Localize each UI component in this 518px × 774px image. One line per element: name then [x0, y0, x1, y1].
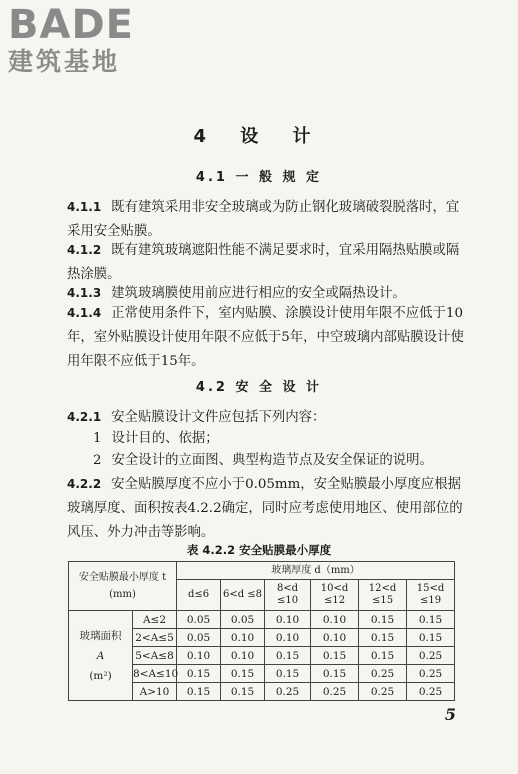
table-cell: 0.15	[311, 647, 359, 665]
table-cell: 0.15	[359, 647, 407, 665]
publisher-logo	[8, 4, 158, 76]
row-header: A>10	[133, 683, 177, 701]
row-header: 5<A≤8	[133, 647, 177, 665]
clause-text: 既有建筑采用非安全玻璃或为防止钢化玻璃破裂脱落时，宜采用安全贴膜。	[67, 200, 460, 239]
table-corner-header	[69, 562, 177, 611]
table-cell: 0.25	[407, 647, 455, 665]
clause-text: 安全贴膜厚度不应小于0.05mm，安全贴膜最小厚度应根据玻璃厚度、面积按表4.2.2确定，同时应考虑使用地区、使用部位的风压、外力冲击等影响。	[67, 477, 463, 540]
column-header: 6<d ≤8	[221, 580, 265, 611]
table-cell: 0.25	[359, 683, 407, 701]
table-cell: 0.25	[407, 665, 455, 683]
table-cell: 0.15	[177, 683, 221, 701]
row-header: 2<A≤5	[133, 629, 177, 647]
list-item-number: 2	[93, 453, 102, 468]
table-cell: 0.05	[177, 611, 221, 629]
table-cell: 0.10	[221, 647, 265, 665]
min-thickness-table	[68, 561, 455, 701]
logo-wordmark: BADE	[8, 2, 134, 48]
area-header	[69, 611, 133, 701]
table-row	[69, 611, 455, 629]
clause-number: 4.2.1	[67, 410, 102, 424]
table-cell: 0.05	[221, 611, 265, 629]
row-header: 8<A≤10	[133, 665, 177, 683]
clause-number: 4.1.1	[67, 200, 102, 214]
table-cell: 0.15	[311, 665, 359, 683]
table-cell: 0.10	[311, 611, 359, 629]
table-cell: 0.10	[311, 629, 359, 647]
list-item	[67, 449, 469, 473]
table-cell: 0.10	[265, 611, 311, 629]
column-header: 8<d ≤10	[265, 580, 311, 611]
clause-4-1-4	[67, 301, 469, 374]
clause-text: 既有建筑玻璃遮阳性能不满足要求时，宜采用隔热贴膜或隔热涂膜。	[67, 243, 460, 282]
clause-text: 正常使用条件下，室内贴膜、涂膜设计使用年限不应低于10年，室外贴膜设计使用年限不应低于5年，中空玻璃内部贴膜设计使用年限不应低于15年。	[67, 306, 464, 369]
page-number: 5	[444, 705, 456, 724]
area-unit: (m²)	[89, 669, 112, 682]
column-header: 15<d ≤19	[407, 580, 455, 611]
table-cell: 0.10	[265, 629, 311, 647]
table-cell: 0.25	[311, 683, 359, 701]
section-title-4-2: 4.2 安 全 设 计	[195, 380, 323, 395]
glass-thickness-header: 玻璃厚度 d（mm）	[177, 562, 455, 580]
list-item	[67, 427, 469, 451]
corner-label: 安全贴膜最小厚度 t	[78, 571, 167, 583]
clause-number: 4.1.2	[67, 243, 102, 257]
table-cell: 0.25	[407, 683, 455, 701]
list-item-number: 1	[93, 431, 102, 446]
corner-unit: (mm)	[109, 588, 136, 600]
clause-number: 4.2.2	[67, 477, 102, 491]
table-cell: 0.15	[221, 665, 265, 683]
column-header: 10<d ≤12	[311, 580, 359, 611]
clause-number: 4.1.4	[67, 306, 102, 320]
area-symbol: A	[96, 649, 105, 662]
table-cell: 0.10	[177, 647, 221, 665]
list-item-text: 安全设计的立面图、典型构造节点及安全保证的说明。	[111, 453, 433, 468]
logo-chinese-text: 建筑基地	[8, 47, 121, 76]
table-cell: 0.25	[359, 665, 407, 683]
row-header: A≤2	[133, 611, 177, 629]
table-cell: 0.15	[177, 665, 221, 683]
column-header: d≤6	[177, 580, 221, 611]
table-cell: 0.15	[359, 611, 407, 629]
table-cell: 0.15	[265, 665, 311, 683]
chapter-title: 4 设 计	[193, 126, 325, 147]
list-item-text: 设计目的、依据；	[111, 431, 219, 446]
table-cell: 0.10	[221, 629, 265, 647]
clause-text: 建筑玻璃膜使用前应进行相应的安全或隔热设计。	[111, 286, 406, 301]
table-cell: 0.15	[407, 611, 455, 629]
table-cell: 0.15	[407, 629, 455, 647]
section-title-4-1: 4.1 一 般 规 定	[195, 170, 323, 185]
clause-4-2-2	[67, 472, 469, 545]
table-cell: 0.15	[221, 683, 265, 701]
table-caption: 表 4.2.2 安全贴膜最小厚度	[186, 543, 332, 557]
clause-4-1-2	[67, 238, 469, 287]
clause-4-1-1	[67, 195, 469, 244]
table-cell: 0.15	[265, 647, 311, 665]
table-cell: 0.05	[177, 629, 221, 647]
column-header: 12<d ≤15	[359, 580, 407, 611]
clause-number: 4.1.3	[67, 286, 102, 300]
table-cell: 0.15	[359, 629, 407, 647]
area-label: 玻璃面积	[79, 629, 122, 642]
table-cell: 0.25	[265, 683, 311, 701]
clause-text: 安全贴膜设计文件应包括下列内容：	[111, 410, 326, 425]
